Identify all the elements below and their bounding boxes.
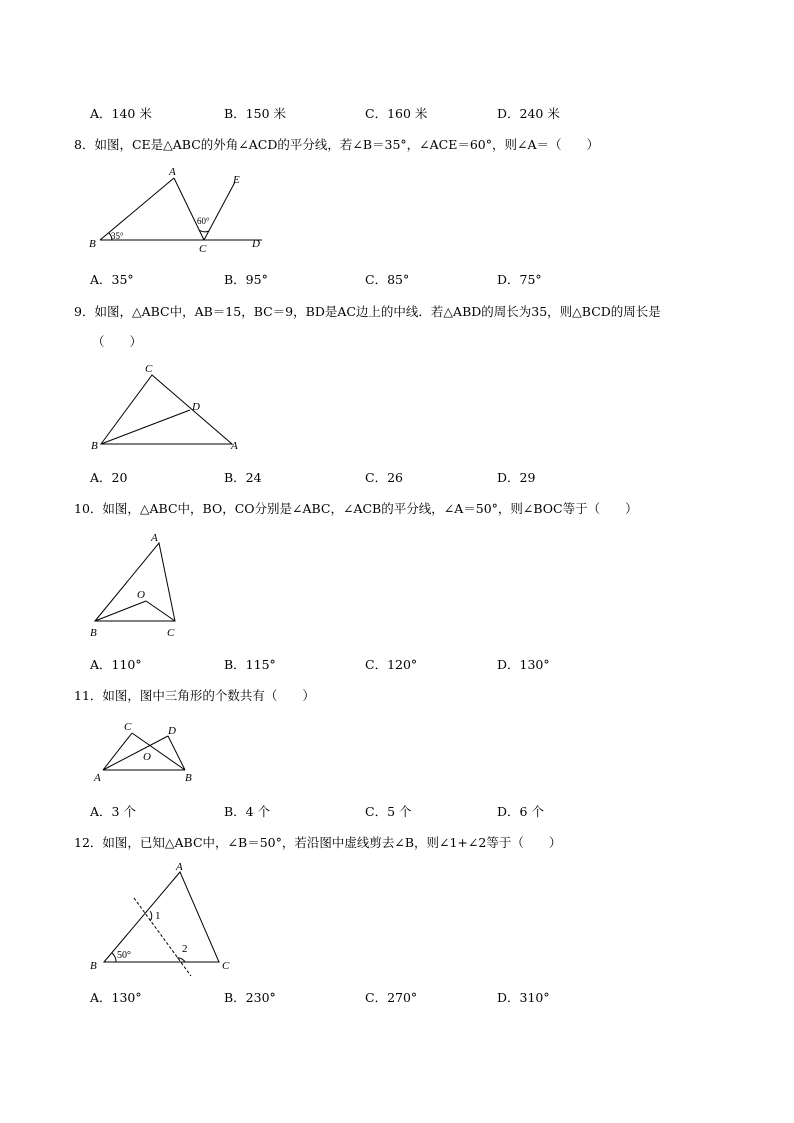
q8-option-d: D．75°	[497, 272, 542, 287]
q11-text: 11．如图，图中三角形的个数共有（ ）	[74, 688, 315, 703]
q10-label-c: C	[167, 627, 175, 639]
q11-option-a: A．3 个	[90, 804, 136, 819]
q12-label-a: A	[176, 861, 183, 873]
q9-label-d: D	[192, 401, 200, 413]
q9-label-b: B	[91, 440, 98, 452]
q12-label-c: C	[222, 960, 230, 972]
q8-text: 8．如图，CE是△ABC的外角∠ACD的平分线，若∠B＝35°，∠ACE＝60°，则∠A＝（ ）	[74, 137, 600, 152]
q8-option-b: B．95°	[224, 272, 268, 287]
q10-label-a: A	[151, 532, 158, 544]
q11-label-o: O	[143, 751, 151, 763]
q9-label-a: A	[231, 440, 238, 452]
q11-option-c: C．5 个	[365, 804, 412, 819]
q9-text: 9．如图，△ABC中，AB＝15，BC＝9，BD是AC边上的中线．若△ABD的周长为35，则△BCD的周长是	[74, 304, 661, 319]
q12-angle-b-label: 50°	[117, 950, 131, 961]
q12-option-b: B．230°	[224, 990, 276, 1005]
q10-option-a: A．110°	[90, 657, 142, 672]
q9-option-b: B．24	[224, 470, 262, 485]
q11-label-d: D	[168, 725, 176, 737]
q11-label-b: B	[185, 772, 192, 784]
q8-label-c: C	[199, 243, 207, 255]
q8-label-a: A	[169, 166, 176, 178]
q12-text: 12．如图，已知△ABC中，∠B＝50°，若沿图中虚线剪去∠B，则∠1+∠2等于（ ）	[74, 835, 562, 850]
q8-label-e: E	[233, 174, 240, 186]
q7-option-c: C．160 米	[365, 106, 428, 121]
q10-option-b: B．115°	[224, 657, 276, 672]
q9-option-c: C．26	[365, 470, 403, 485]
q7-option-a: A．140 米	[90, 106, 152, 121]
q12-angle-2-label: 2	[182, 943, 188, 955]
q12-angle-1-label: 1	[155, 910, 161, 922]
q10-text: 10．如图，△ABC中，BO，CO分别是∠ABC，∠ACB的平分线，∠A＝50°，则∠BOC等于（ ）	[74, 501, 638, 516]
q9-option-d: D．29	[497, 470, 536, 485]
q12-option-c: C．270°	[365, 990, 418, 1005]
q11-label-c: C	[124, 721, 132, 733]
q10-option-c: C．120°	[365, 657, 418, 672]
q8-option-a: A．35°	[90, 272, 134, 287]
q11-option-d: D．6 个	[497, 804, 544, 819]
q7-option-d: D．240 米	[497, 106, 560, 121]
q12-label-b: B	[90, 960, 97, 972]
q8-angle-ace-label: 60°	[197, 216, 210, 226]
q11-label-a: A	[94, 772, 101, 784]
q8-label-b: B	[89, 238, 96, 250]
q9-option-a: A．20	[90, 470, 128, 485]
q8-label-d: D	[252, 238, 260, 250]
q8-option-c: C．85°	[365, 272, 410, 287]
q12-option-d: D．310°	[497, 990, 550, 1005]
q8-angle-b-label: 35°	[111, 231, 124, 241]
q9-label-c: C	[145, 363, 153, 375]
q10-option-d: D．130°	[497, 657, 550, 672]
q11-option-b: B．4 个	[224, 804, 271, 819]
q12-option-a: A．130°	[90, 990, 142, 1005]
q9-text-cont: （ ）	[92, 334, 143, 349]
q7-option-b: B．150 米	[224, 106, 287, 121]
q10-label-o: O	[137, 589, 145, 601]
q10-label-b: B	[90, 627, 97, 639]
